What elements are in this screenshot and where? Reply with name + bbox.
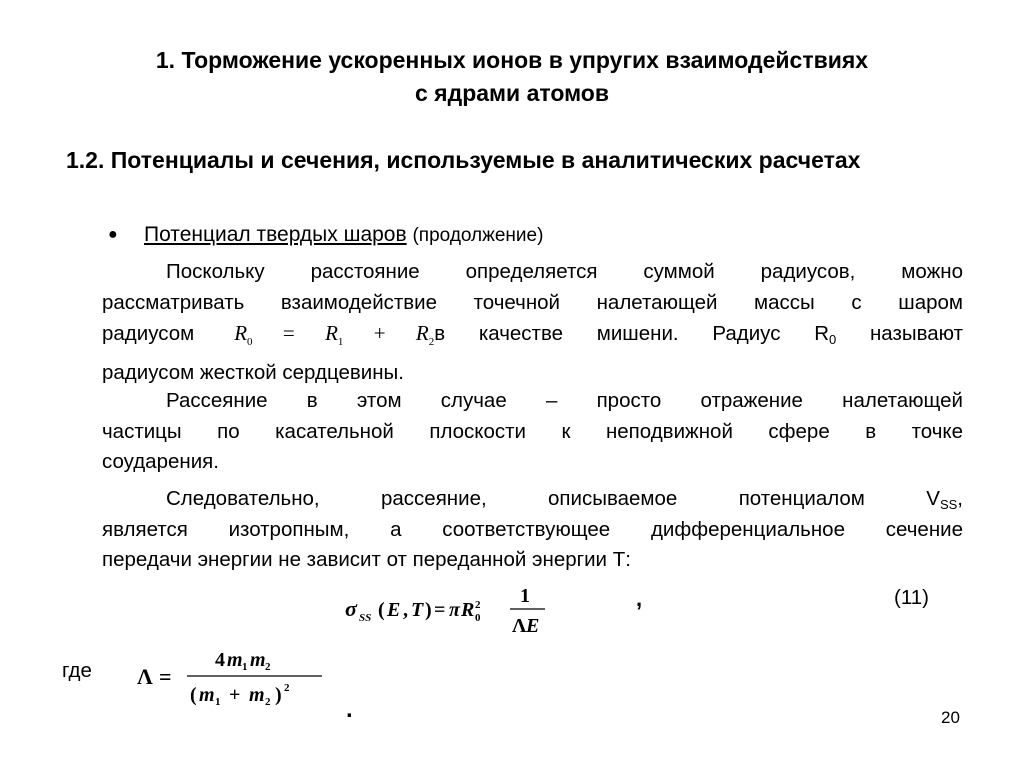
bullet-item [108,220,543,251]
svg-text:=: = [434,599,446,621]
svg-text:Λ: Λ [512,615,527,637]
svg-text:E: E [526,615,540,637]
text: называют [836,322,963,345]
svg-text:2: 2 [284,682,290,694]
where-label: где [62,659,92,682]
text: Рассеяние в этом случае – просто отражение налетающей [166,389,963,412]
svg-text:(: ( [378,599,385,621]
svg-text:Λ: Λ [137,664,153,689]
svg-text:m: m [227,649,243,671]
svg-text:m: m [199,684,215,706]
text: в качестве мишени. Радиус R [434,322,829,345]
title-line-1: 1. Торможение ускоренных ионов в упругих взаимодействиях [155,47,869,73]
paragraph-line [102,318,963,358]
svg-text:π: π [449,599,460,621]
bullet-note: (продолжение) [412,225,544,246]
svg-text:E: E [387,599,401,621]
bullet-main-text: Потенциал твердых шаров [144,223,407,246]
svg-text:0: 0 [475,612,481,624]
svg-text:2: 2 [475,599,481,611]
svg-text:T: T [411,599,424,621]
end-dot: . [346,696,353,723]
paragraph-line: частицы по касательной плоскости к неподвижной сфере в точке [102,419,963,443]
paragraph-line [102,386,963,417]
paragraph-line: рассматривать взаимодействие точечной налетающей массы с шаром [102,290,963,314]
svg-text:2: 2 [265,696,271,708]
text: , [957,487,963,510]
paragraph-line: радиусом жесткой сердцевины. [102,360,404,384]
svg-text:+: + [229,684,241,706]
text: радиусом [102,322,195,345]
r0-formula: $R_0 = R_1 + R_2$ [234,321,435,349]
title-line-2: с ядрами атомов [415,80,609,106]
svg-text:SS: SS [359,612,372,624]
paragraph-3 [102,484,963,576]
paragraph-line [102,257,963,288]
svg-text:4: 4 [215,649,225,671]
equation-11 [345,584,560,640]
svg-text:1: 1 [520,585,530,607]
text: Следовательно, рассеяние, описываемое потенциалом V [166,487,940,510]
paragraph-line: является изотропным, а соответствующее дифференциальное сечение [102,517,963,541]
equation-comma: , [636,586,643,611]
paragraph-line: передачи энергии не зависит от переданной энергии Т: [102,548,631,571]
slide-title [30,44,994,110]
lambda-equation [137,646,337,712]
svg-text:): ) [275,684,282,706]
svg-text:,: , [403,599,408,621]
section-heading: 1.2. Потенциалы и сечения, используемые в аналитических расчетах [66,147,861,173]
svg-text:2: 2 [265,661,271,673]
equation-number: (11) [894,586,929,609]
svg-text:(: ( [190,684,197,706]
svg-text:1: 1 [215,696,221,708]
page-number: 20 [941,708,960,727]
text: Поскольку расстояние определяется суммой радиусов, можно [166,260,963,283]
subscript: 0 [829,332,837,347]
svg-text:1: 1 [242,661,248,673]
paragraph-1 [102,257,963,388]
bullet-icon: ● [108,226,118,243]
svg-text:): ) [425,599,432,621]
paragraph-2 [102,386,963,478]
svg-text:m: m [250,649,266,671]
svg-text:R: R [461,599,475,621]
subscript: SS [939,497,958,512]
paragraph-line [102,484,963,515]
paragraph-line: соударения. [102,450,219,473]
svg-text:σ: σ [345,596,357,621]
svg-text:m: m [249,684,265,706]
svg-text:=: = [159,664,172,689]
